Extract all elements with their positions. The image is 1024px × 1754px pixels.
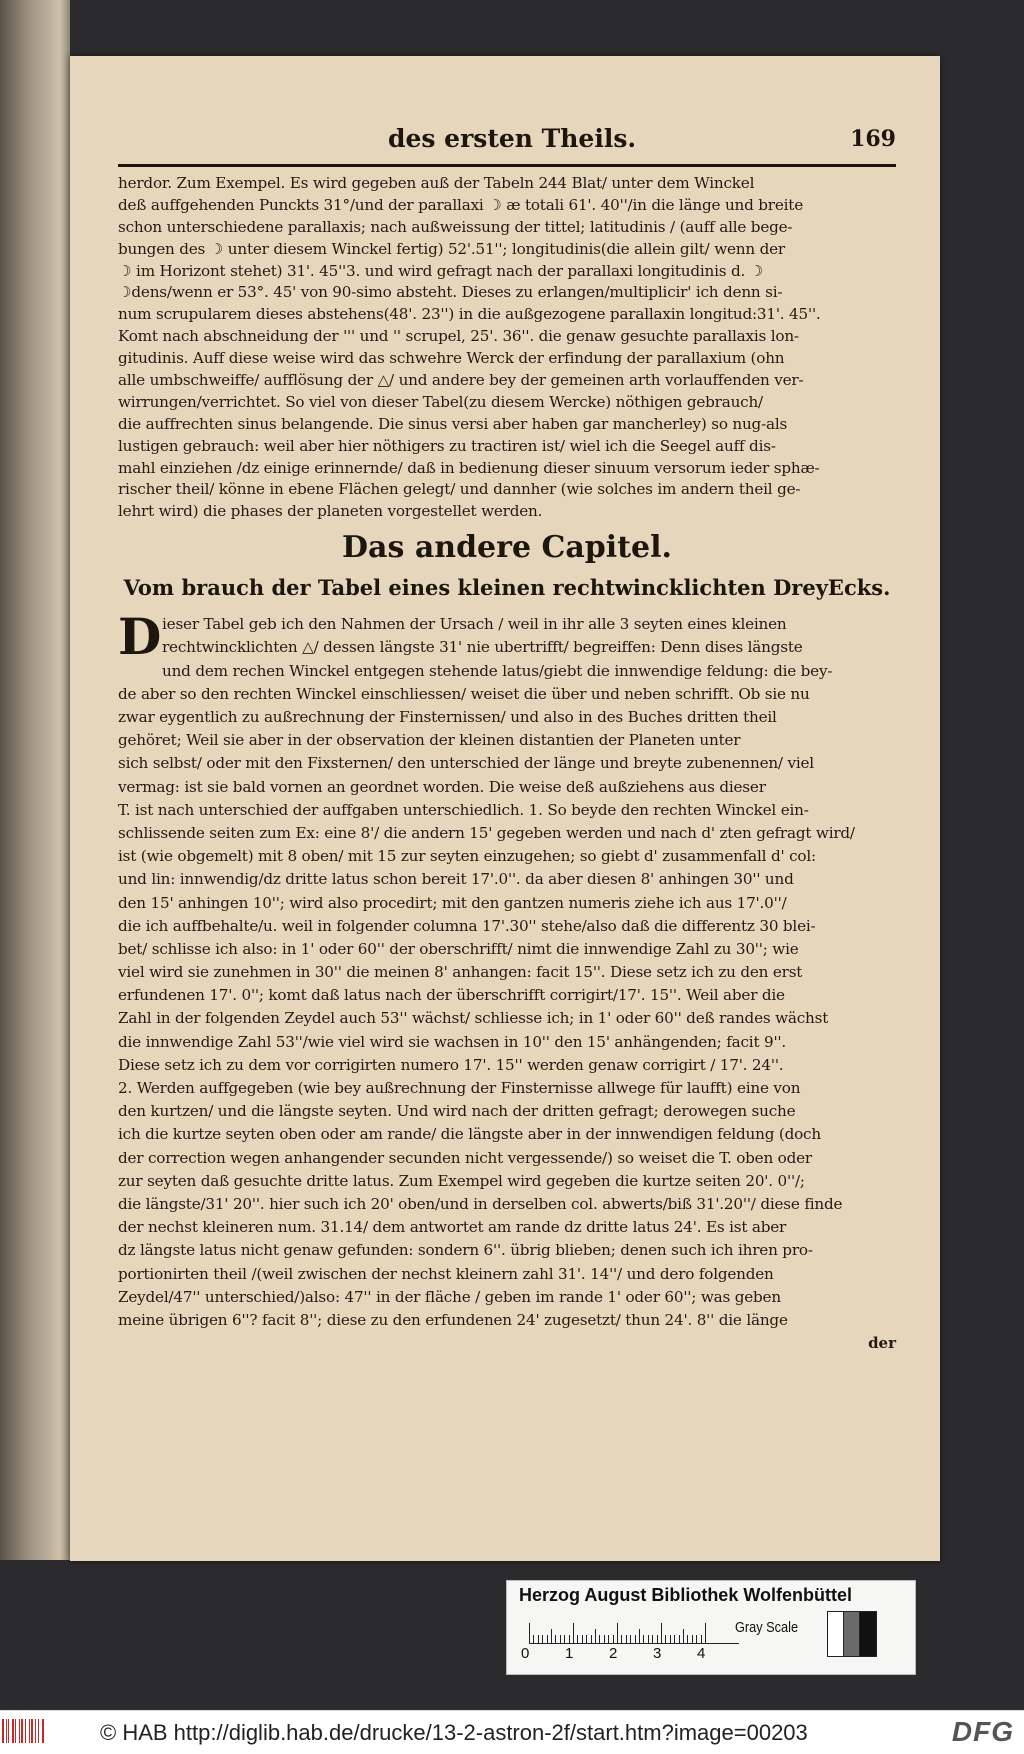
- catchword: der: [868, 1334, 896, 1353]
- text-line: T. ist nach unterschied der auffgaben unterschiedlich. 1. So beyde den rechten Winckel ein-: [118, 800, 809, 819]
- footer-bar: [0, 1710, 1024, 1754]
- ruler-number: 0: [521, 1645, 530, 1662]
- ruler-tick: [595, 1629, 596, 1643]
- text-line: ☽ im Horizont stehet) 31'. 45''3. und wird gefragt nach der parallaxi longitudinis d. ☽: [118, 261, 764, 280]
- text-line: deß auffgehenden Punckts 31°/und der parallaxi ☽ æ totali 61'. 40''/in die länge und breite: [118, 195, 803, 214]
- text-line: wirrungen/verrichtet. So viel von dieser Tabel(zu diesem Wercke) nöthigen gebrauch/: [118, 392, 763, 411]
- text-line: sich selbst/ oder mit den Fixsternen/ den unterschied der länge und breyte zubenennen/ viel: [118, 754, 814, 773]
- ruler-tick: [613, 1635, 614, 1643]
- ruler-tick: [573, 1623, 574, 1643]
- text-line: die ich auffbehalte/u. weil in folgender columna 17'.30'' stehe/also daß die differentz 30 blei-: [118, 916, 816, 935]
- text-line: meine übrigen 6''? facit 8''; diese zu den erfundenen 24' zugesetzt/ thun 24'. 8'' die länge: [118, 1310, 788, 1329]
- barcode-stripe: [29, 1719, 30, 1743]
- barcode-stripe: [8, 1719, 9, 1743]
- ruler-tick: [639, 1629, 640, 1643]
- barcode-stripe: [35, 1719, 36, 1743]
- barcode-stripe: [19, 1719, 20, 1743]
- text-line: und lin: innwendig/dz dritte latus schon bereit 17'.0''. da aber diesen 8' anhingen 30'' und: [118, 870, 794, 889]
- decorated-initial: D: [118, 607, 162, 667]
- ruler-tick: [560, 1635, 561, 1643]
- text-line: mahl einziehen /dz einige erinnernde/ daß in bedienung dieser sinuum versorum ieder sphæ-: [118, 458, 820, 477]
- library-color-scale-card: [506, 1580, 916, 1675]
- ruler-number: 4: [697, 1645, 706, 1662]
- text-line: rischer theil/ könne in ebene Flächen gelegt/ und dannher (wie solches im andern theil ge-: [118, 480, 801, 499]
- ruler-tick: [599, 1635, 600, 1643]
- paragraph-2: [118, 607, 896, 1332]
- ruler-tick: [608, 1635, 609, 1643]
- ruler-tick: [569, 1635, 570, 1643]
- barcode-stripe: [31, 1719, 33, 1743]
- ruler-tick: [591, 1635, 592, 1643]
- ruler-tick: [692, 1635, 693, 1643]
- gray-swatch-black: [859, 1611, 877, 1657]
- ruler-tick: [635, 1635, 636, 1643]
- text-line: ☽dens/wenn er 53°. 45' von 90-simo absteht. Dieses zu erlangen/multiplicir' ich denn si-: [118, 283, 783, 302]
- page-content: [118, 122, 896, 1352]
- text-line: lustigen gebrauch: weil aber hier nöthigers zu tractiren ist/ wiel ich die Seegel auff dis-: [118, 436, 776, 455]
- ruler-tick: [674, 1635, 675, 1643]
- copyright-link[interactable]: © HAB http://diglib.hab.de/drucke/13-2-astron-2f/start.htm?image=00203: [100, 1720, 808, 1745]
- text-line: portionirten theil /(weil zwischen der nechst kleinern zahl 31'. 14''/ und dero folgenden: [118, 1264, 774, 1283]
- text-line: dz längste latus nicht genaw gefunden: sondern 6''. übrig blieben; denen such ich ihren pro-: [118, 1241, 813, 1260]
- ruler-tick: [643, 1635, 644, 1643]
- ruler-number: 1: [565, 1645, 574, 1662]
- text-line: zwar eygentlich zu außrechnung der Finsternissen/ und also in des Buches dritten theil: [118, 708, 777, 726]
- page-number: 169: [850, 126, 896, 152]
- ruler-tick: [542, 1635, 543, 1643]
- ruler-numbers: [521, 1645, 761, 1665]
- barcode-icon: [2, 1719, 46, 1743]
- book-edge: [0, 0, 70, 1560]
- library-name: Herzog August Bibliothek Wolfenbüttel: [519, 1585, 852, 1605]
- barcode-stripe: [12, 1719, 14, 1743]
- ruler-tick: [538, 1635, 539, 1643]
- barcode-stripe: [6, 1719, 7, 1743]
- text-line: viel wird sie zunehmen in 30'' die meinen 8' anhangen: facit 15''. Diese setz ich zu den erst: [118, 963, 803, 982]
- text-line: 2. Werden auffgegeben (wie bey außrechnung der Finsternisse allwege für laufft) eine von: [118, 1079, 801, 1097]
- ruler-tick: [529, 1623, 530, 1643]
- ruler-tick: [586, 1635, 587, 1643]
- text-line: ieser Tabel geb ich den Nahmen der Ursach / weil in ihr alle 3 seyten eines kleinen: [162, 615, 787, 634]
- text-line: schlissende seiten zum Ex: eine 8'/ die andern 15' gegeben werden und nach d' zten gefragt wird/: [118, 823, 855, 842]
- gray-scale-label: Gray Scale: [735, 1619, 799, 1636]
- text-line: Diese setz ich zu dem vor corrigirten numero 17'. 15'' werden genaw corrigirt / 17'. 24''.: [118, 1055, 784, 1074]
- barcode-stripe: [42, 1719, 44, 1743]
- ruler-tick: [705, 1623, 706, 1643]
- ruler-tick: [555, 1635, 556, 1643]
- text-line: die längste/31' 20''. hier such ich 20' oben/und in derselben col. abwerts/biß 31'.20''/ diese finde: [118, 1194, 843, 1213]
- spine-shadow: [60, 0, 70, 1560]
- ruler-tick: [661, 1623, 662, 1643]
- text-line: Zahl in der folgenden Zeydel auch 53'' wächst/ schliesse ich; in 1' oder 60'' deß randes wächst: [118, 1009, 829, 1028]
- text-line: den 15' anhingen 10''; wird also procedirt; mit den gantzen numeris ziehe ich aus 17'.0''/: [118, 893, 787, 912]
- ruler-tick: [604, 1635, 605, 1643]
- ruler-tick: [551, 1629, 552, 1643]
- text-line: ich die kurtze seyten oben oder am rande/ die längste aber in der innwendigen feldung (doch: [118, 1125, 821, 1144]
- ruler-tick: [626, 1635, 627, 1643]
- text-line: alle umbschweiffe/ aufflösung der △/ und andere bey der gemeinen arth vorlauffenden ver-: [118, 371, 804, 390]
- text-line: lehrt wird) die phases der planeten vorgestellet werden.: [118, 502, 543, 521]
- text-line: bet/ schlisse ich also: in 1' oder 60'' der oberschrifft/ nimt die innwendige Zahl zu 30''; wie: [118, 939, 799, 958]
- text-line: der correction wegen anhangender secunden nicht vergessende/) so weiset die T. oben oder: [118, 1148, 812, 1167]
- paragraph-1: [118, 173, 896, 523]
- chapter-title: Das andere Capitel.: [342, 530, 672, 566]
- ruler-tick: [630, 1635, 631, 1643]
- ruler-tick: [652, 1635, 653, 1643]
- text-line: rechtwincklichten △/ dessen längste 31' nie ubertrifft/ begreiffen: Denn dises längste: [162, 638, 803, 657]
- ruler-tick: [533, 1635, 534, 1643]
- running-head: [118, 122, 896, 167]
- text-line: herdor. Zum Exempel. Es wird gegeben auß der Tabeln 244 Blat/ unter dem Winckel: [118, 174, 755, 192]
- barcode-stripe: [21, 1719, 23, 1743]
- text-line: num scrupularem dieses abstehens(48'. 23'') in die außgezogene parallaxin longitud:31'. 45''.: [118, 305, 821, 324]
- ruler-tick: [617, 1623, 618, 1643]
- ruler-tick: [683, 1629, 684, 1643]
- text-line: die innwendige Zahl 53''/wie viel wird sie wachsen in 10'' den 15' anhängenden; facit 9''.: [118, 1032, 787, 1051]
- ruler-tick: [701, 1635, 702, 1643]
- ruler-tick: [696, 1635, 697, 1643]
- barcode-stripe: [2, 1719, 4, 1743]
- text-line: der nechst kleineren num. 31.14/ dem antwortet am rande dz dritte latus 24'. Es ist aber: [118, 1218, 787, 1237]
- text-line: die auffrechten sinus belangende. Die sinus versi aber haben gar mancherley) so nug-als: [118, 414, 788, 433]
- barcode-stripe: [15, 1719, 16, 1743]
- ruler-tick: [577, 1635, 578, 1643]
- ruler: [529, 1621, 739, 1644]
- text-line: bungen des ☽ unter diesem Winckel fertig) 52'.51''; longitudinis(die allein gilt/ wenn der: [118, 239, 785, 258]
- text-line: gitudinis. Auff diese weise wird das schwehre Werck der erfindung der parallaxium (ohn: [118, 349, 785, 368]
- dfg-logo: DFG: [951, 1716, 1014, 1747]
- barcode-stripe: [38, 1719, 39, 1743]
- chapter-subtitle: Vom brauch der Tabel eines kleinen rechtwincklichten DreyEcks.: [123, 575, 891, 601]
- text-line: gehöret; Weil sie aber in der observation der kleinen distantien der Planeten unter: [118, 731, 741, 750]
- barcode-stripe: [25, 1719, 26, 1743]
- ruler-tick: [547, 1635, 548, 1643]
- ruler-number: 3: [653, 1645, 662, 1662]
- ruler-tick: [657, 1635, 658, 1643]
- ruler-tick: [670, 1635, 671, 1643]
- ruler-tick: [582, 1635, 583, 1643]
- text-line: den kurtzen/ und die längste seyten. Und wird nach der dritten gefragt; derowegen suche: [118, 1102, 796, 1121]
- text-line: und dem rechen Winckel entgegen stehende latus/giebt die innwendige feldung: die bey-: [162, 661, 833, 680]
- ruler-tick: [564, 1635, 565, 1643]
- text-line: de aber so den rechten Winckel einschliessen/ weiset die über und neben schrifft. Ob sie nu: [118, 684, 810, 703]
- text-line: Komt nach abschneidung der ''' und '' scrupel, 25'. 36''. die genaw gesuchte parallaxis lon-: [118, 327, 799, 346]
- ruler-tick: [648, 1635, 649, 1643]
- ruler-number: 2: [609, 1645, 618, 1662]
- ruler-tick: [665, 1635, 666, 1643]
- text-line: Zeydel/47'' unterschied/)also: 47'' in der fläche / geben im rande 1' oder 60''; was geben: [118, 1287, 781, 1306]
- book-page: [70, 56, 940, 1561]
- ruler-tick: [679, 1635, 680, 1643]
- text-line: ist (wie obgemelt) mit 8 oben/ mit 15 zur seyten einzugehen; so giebt d' zusammenfall d' col:: [118, 847, 816, 866]
- ruler-tick: [621, 1635, 622, 1643]
- text-line: erfundenen 17'. 0''; komt daß latus nach der überschrifft corrigirt/17'. 15''. Weil aber die: [118, 986, 785, 1005]
- running-head-title: des ersten Theils.: [388, 124, 637, 153]
- text-line: vermag: ist sie bald vornen an geordnet worden. Die weise deß außziehens aus dieser: [118, 777, 766, 796]
- ruler-tick: [687, 1635, 688, 1643]
- text-line: zur seyten daß gesuchte dritte latus. Zum Exempel wird gegeben die kurtze seiten 20'. 0''/;: [118, 1171, 805, 1190]
- text-line: schon unterschiedene parallaxis; nach außweissung der tittel; latitudinis / (auff alle bege-: [118, 217, 793, 236]
